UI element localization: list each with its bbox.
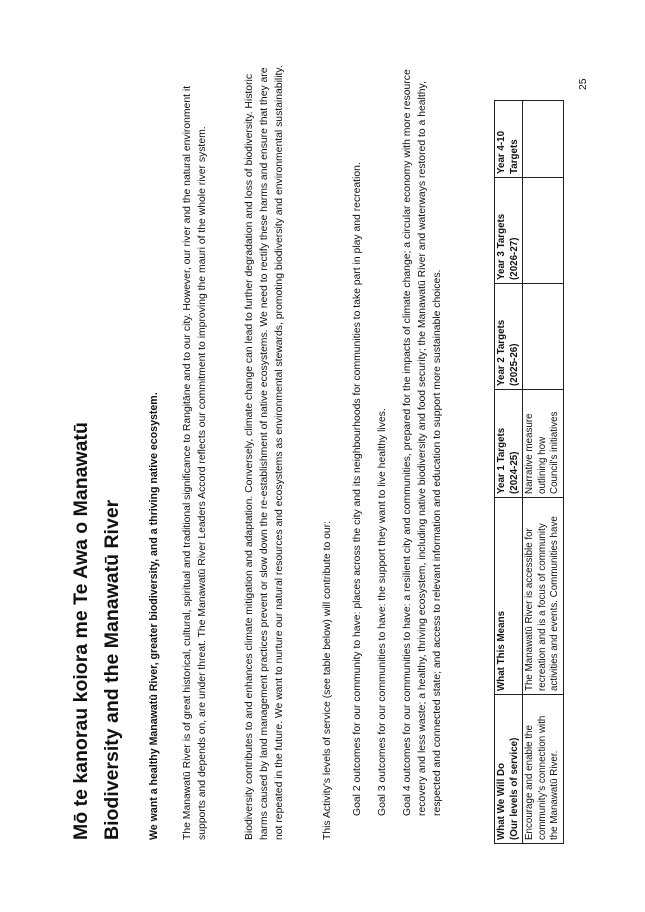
title-english: Biodiversity and the Manawatū River bbox=[101, 499, 123, 840]
header-what-this-means: What This Means bbox=[495, 498, 523, 695]
cell-year-2-targets bbox=[523, 284, 564, 390]
header-year-3-targets: Year 3 Targets (2026-27) bbox=[495, 178, 523, 284]
paragraph-river-significance: The Manawatū River is of great historical, cultural, spiritual and traditional significance to Rangitāne and to our city. However, our river and the natural environment it supports and depends on, are under threat. The Manawatū River Leaders Accord reflects our commitment to improving the mauri of the whole river system. bbox=[182, 85, 208, 840]
table-header-row bbox=[495, 101, 523, 844]
paragraph-biodiversity: Biodiversity contributes to and enhances climate mitigation and adaptation. Conversely, climate change can lead to further degradation and loss of biodiversity. Historic harms caused by land management practices prevent or slow down the re-establishment of native ecosystems. We need to rectify these harms and ensure that they are not repeated in the future. We want to nurture our natural resources and ecosystems as environmental stewards, promoting biodiversity and environmental sustainability. bbox=[244, 65, 285, 840]
header-year-2-targets: Year 2 Targets (2025-26) bbox=[495, 284, 523, 390]
goal-2-outcome: Goal 2 outcomes for our community to have: places across the city and its neighbourhoods for communities to take part in play and recreation. bbox=[352, 162, 363, 816]
paragraph-levels-of-service: This Activity's levels of service (see table below) will contribute to our: bbox=[322, 520, 333, 840]
cell-year-1-targets: Narrative measure outlining how Council's initiatives bbox=[523, 390, 564, 498]
cell-year-4-10-targets bbox=[523, 101, 564, 178]
page-title bbox=[66, 422, 128, 840]
cell-what-we-will-do: Encourage and enable the community's connection with the Manawatū River. bbox=[523, 695, 564, 844]
page-number: 25 bbox=[578, 78, 589, 90]
table-row bbox=[523, 101, 564, 844]
goal-4-outcome: Goal 4 outcomes for our communities to have: a resilient city and communities, prepared for the impacts of climate change; a circular economy with more resource recovery and less waste; a healthy, thriving ecosystem, including native biodiversity and food security; the Manawatū River and waterways restored to a healthy, respected and connected state; and access to relevant information and education to support more sustainable choices. bbox=[402, 69, 443, 816]
cell-year-3-targets bbox=[523, 178, 564, 284]
goal-3-outcome: Goal 3 outcomes for our communities to have: the support they want to live healthy lives. bbox=[377, 408, 388, 816]
intro-statement: We want a healthy Manawatū River, greater biodiversity, and a thriving native ecosystem. bbox=[148, 392, 160, 840]
header-year-1-targets: Year 1 Targets (2024-25) bbox=[495, 390, 523, 498]
header-what-we-will-do: What We Will Do (Our levels of service) bbox=[495, 695, 523, 844]
title-maori: Mō te kanorau koiora me Te Awa o Manawatū bbox=[70, 422, 92, 840]
header-year-4-10-targets: Year 4-10 Targets bbox=[495, 101, 523, 178]
levels-of-service-table bbox=[494, 100, 564, 844]
cell-what-this-means: The Manawatū River is accessible for recreation and is a focus of community activities and events. Communities have bbox=[523, 498, 564, 695]
